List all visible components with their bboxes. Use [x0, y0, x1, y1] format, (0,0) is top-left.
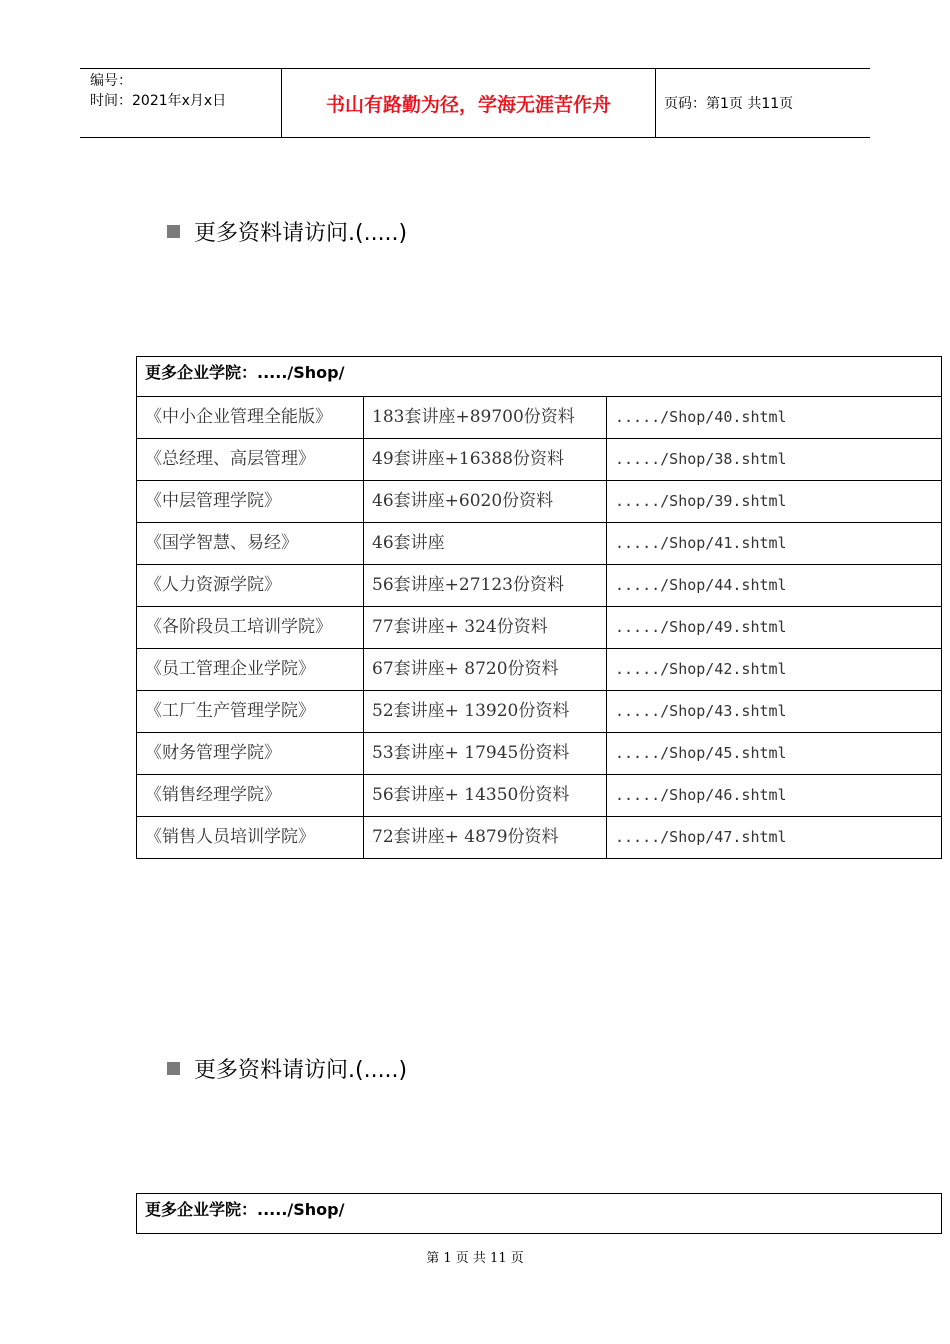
table-row	[137, 397, 942, 439]
table-row	[137, 733, 942, 775]
table-row	[137, 607, 942, 649]
course-url-cell: ...../Shop/41.shtml	[607, 523, 942, 565]
table-row	[137, 481, 942, 523]
bullet-square-icon	[167, 1062, 180, 1075]
course-url-cell: ...../Shop/49.shtml	[607, 607, 942, 649]
table-title: 更多企业学院：...../Shop/	[137, 357, 942, 397]
course-url-cell: ...../Shop/42.shtml	[607, 649, 942, 691]
course-url-cell: ...../Shop/43.shtml	[607, 691, 942, 733]
table-row	[137, 817, 942, 859]
course-desc-cell: 49套讲座+16388份资料	[364, 439, 607, 481]
course-name-cell: 《各阶段员工培训学院》	[137, 607, 364, 649]
section-heading-text: 更多资料请访问.(.....)	[194, 1058, 408, 1083]
course-url-cell: ...../Shop/44.shtml	[607, 565, 942, 607]
header-page-info: 页码：第1页 共11页	[664, 96, 794, 112]
document-header	[80, 68, 870, 138]
course-desc-cell: 56套讲座+27123份资料	[364, 565, 607, 607]
header-meta	[80, 69, 281, 137]
table-title-row	[137, 1194, 942, 1234]
page-footer: 第 1 页 共 11 页	[426, 1251, 524, 1266]
course-url-cell: ...../Shop/38.shtml	[607, 439, 942, 481]
table-row	[137, 691, 942, 733]
section-heading-text: 更多资料请访问.(.....)	[194, 221, 408, 246]
course-desc-cell: 56套讲座+ 14350份资料	[364, 775, 607, 817]
course-url-cell: ...../Shop/45.shtml	[607, 733, 942, 775]
resource-table	[136, 356, 942, 859]
section-heading	[167, 216, 407, 247]
resource-table	[136, 1193, 942, 1234]
course-desc-cell: 72套讲座+ 4879份资料	[364, 817, 607, 859]
course-url-cell: ...../Shop/39.shtml	[607, 481, 942, 523]
table-row	[137, 439, 942, 481]
course-desc-cell: 183套讲座+89700份资料	[364, 397, 607, 439]
course-name-cell: 《总经理、高层管理》	[137, 439, 364, 481]
course-desc-cell: 46套讲座+6020份资料	[364, 481, 607, 523]
table-row	[137, 565, 942, 607]
course-desc-cell: 77套讲座+ 324份资料	[364, 607, 607, 649]
course-url-cell: ...../Shop/40.shtml	[607, 397, 942, 439]
course-name-cell: 《销售人员培训学院》	[137, 817, 364, 859]
course-desc-cell: 67套讲座+ 8720份资料	[364, 649, 607, 691]
course-name-cell: 《工厂生产管理学院》	[137, 691, 364, 733]
course-name-cell: 《销售经理学院》	[137, 775, 364, 817]
number-label: 编号：	[90, 73, 132, 89]
course-url-cell: ...../Shop/47.shtml	[607, 817, 942, 859]
course-name-cell: 《员工管理企业学院》	[137, 649, 364, 691]
table-row	[137, 649, 942, 691]
course-name-cell: 《人力资源学院》	[137, 565, 364, 607]
table-title: 更多企业学院：...../Shop/	[137, 1194, 942, 1234]
course-url-cell: ...../Shop/46.shtml	[607, 775, 942, 817]
course-name-cell: 《国学智慧、易经》	[137, 523, 364, 565]
course-name-cell: 《中小企业管理全能版》	[137, 397, 364, 439]
time-label: 时间：2021年x月x日	[90, 93, 227, 109]
bullet-square-icon	[167, 225, 180, 238]
table-title-row	[137, 357, 942, 397]
course-name-cell: 《财务管理学院》	[137, 733, 364, 775]
table-row	[137, 775, 942, 817]
table-row	[137, 523, 942, 565]
course-name-cell: 《中层管理学院》	[137, 481, 364, 523]
section-heading	[167, 1053, 407, 1084]
course-desc-cell: 52套讲座+ 13920份资料	[364, 691, 607, 733]
header-motto: 书山有路勤为径，学海无涯苦作舟	[281, 69, 656, 137]
course-desc-cell: 53套讲座+ 17945份资料	[364, 733, 607, 775]
course-desc-cell: 46套讲座	[364, 523, 607, 565]
